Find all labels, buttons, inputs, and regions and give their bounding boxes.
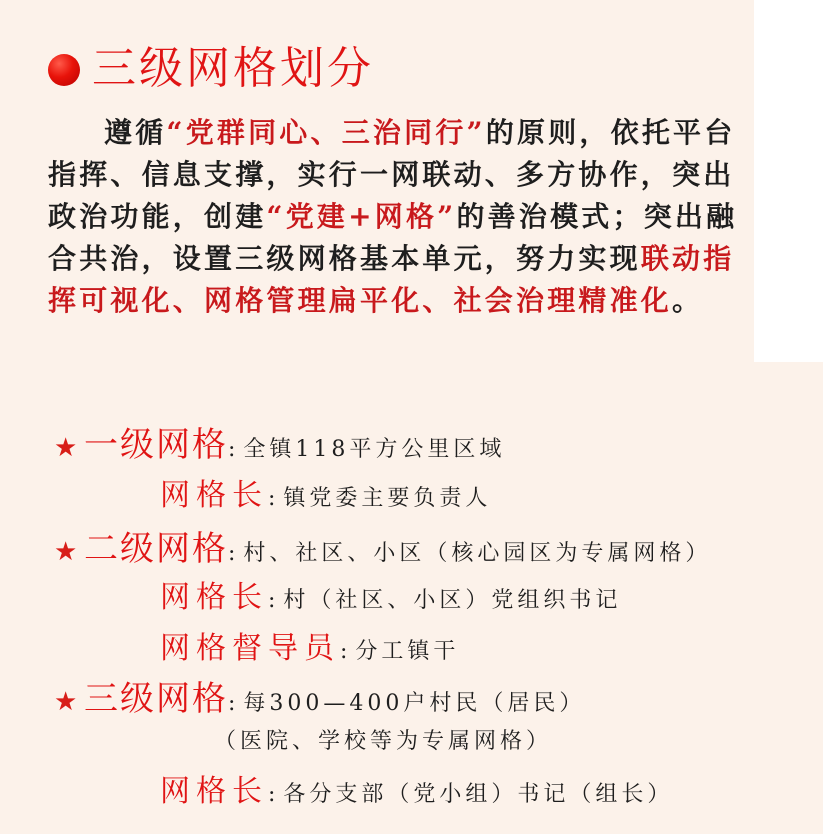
intro-text-4: 。 (672, 284, 704, 317)
intro-text-3: 的善治模式；突出融合共治，设置三级网格基本单元，努力实现 (48, 200, 738, 275)
star-icon: ★ (54, 433, 78, 463)
level-2-role-colon: : (268, 588, 276, 613)
level-1-role-label: 网格长 (160, 478, 268, 513)
star-icon: ★ (54, 687, 78, 717)
level-3-label: 三级网格 (84, 679, 228, 719)
level-1-role-desc: 镇党委主要负责人 (283, 486, 492, 511)
intro-text-1: 遵循 (104, 116, 167, 149)
intro-paragraph (48, 112, 738, 322)
level-2-grid (54, 526, 711, 578)
level-1-role-colon: : (268, 486, 276, 511)
level-3-role-label: 网格长 (160, 774, 268, 809)
intro-highlight-goals: 联动指挥可视化、网格管理扁平化、社会治理精准化 (48, 242, 735, 317)
level-2-supervisor-desc: 分工镇干 (355, 639, 460, 664)
star-icon: ★ (54, 537, 78, 567)
intro-quote-principle: “党群同心、三治同行” (166, 116, 486, 149)
section-header (48, 37, 374, 101)
level-2-colon: : (228, 541, 236, 566)
red-bullet-icon (48, 54, 80, 86)
level-3-role-grid-leader (160, 769, 673, 819)
intro-quote-model: “党建+网格” (266, 200, 457, 233)
level-2-role-label: 网格长 (160, 580, 268, 615)
level-2-role-grid-leader (160, 575, 621, 625)
level-3-role-colon: : (268, 782, 276, 807)
intro-text-2: 的原则，依托平台指挥、信息支撑，实行一网联动、多方协作，突出政治功能，创建 (48, 116, 736, 233)
level-1-desc: 全镇118平方公里区域 (243, 437, 506, 462)
white-side-panel (754, 0, 823, 362)
level-2-supervisor-label: 网格督导员 (160, 631, 340, 666)
level-3-role-desc: 各分支部（党小组）书记（组长） (283, 782, 674, 807)
section-title: 三级网格划分 (92, 43, 374, 94)
level-3-desc: 每300—400户村民（居民） (243, 691, 586, 716)
level-2-desc: 村、社区、小区（核心园区为专属网格） (243, 541, 712, 566)
level-2-label: 二级网格 (84, 529, 228, 569)
level-3-colon: : (228, 691, 236, 716)
level-2-role-desc: 村（社区、小区）党组织书记 (283, 588, 622, 613)
level-2-supervisor-colon: : (340, 639, 348, 664)
level-1-grid (54, 422, 505, 474)
level-1-role-grid-leader (160, 473, 491, 523)
level-2-role-supervisor (160, 626, 459, 676)
level-1-colon: : (228, 437, 236, 462)
level-3-desc-note (214, 722, 552, 763)
level-3-desc-2: （医院、学校等为专属网格） (214, 729, 553, 754)
level-1-label: 一级网格 (84, 425, 228, 465)
level-3-grid (54, 676, 585, 728)
